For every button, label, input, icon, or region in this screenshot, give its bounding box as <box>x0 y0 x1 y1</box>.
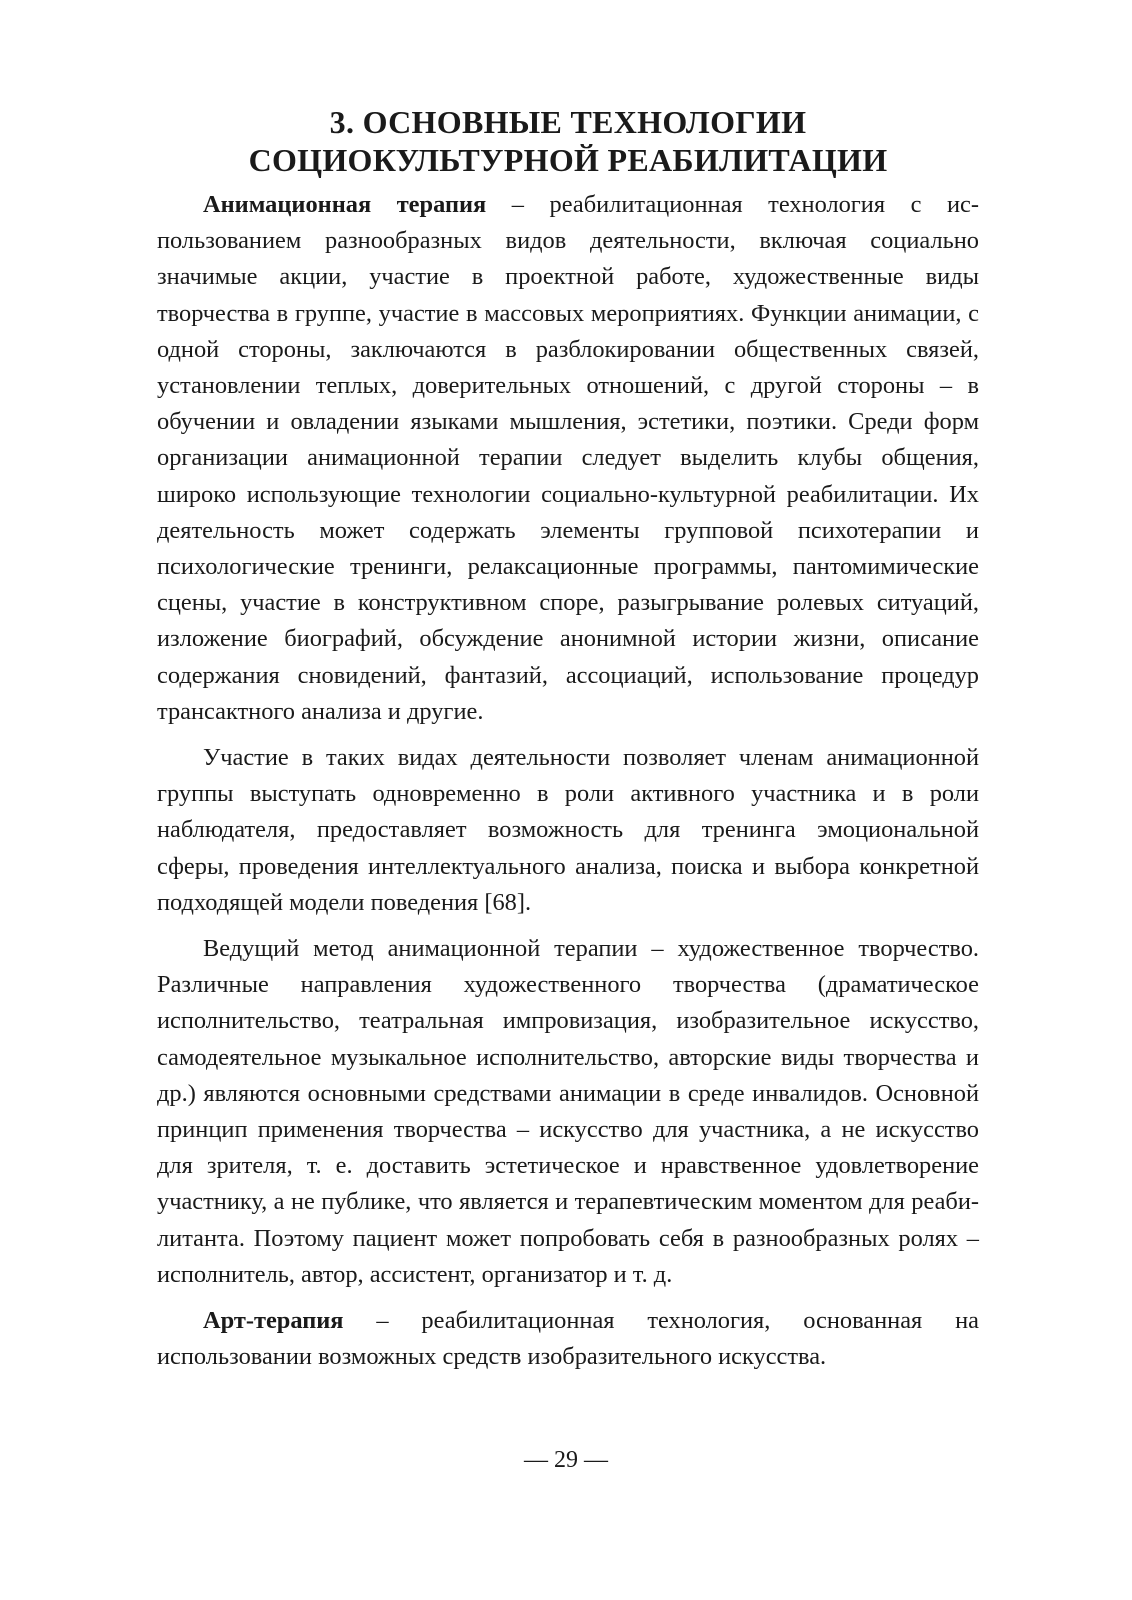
chapter-heading <box>157 103 979 179</box>
paragraph-text: – реабилитационная технология, основанная на использовании возможных средств изобразительного искусства. <box>157 1307 979 1371</box>
page-number: — 29 — <box>524 1447 608 1473</box>
paragraph-animation-therapy <box>157 187 979 730</box>
paragraph-leading-method <box>157 931 979 1293</box>
paragraph-art-therapy <box>157 1303 979 1375</box>
paragraph-text: – реабилитационная технология с использованием разнообразных видов деятельности, включая социально значимые акции, участие в проектной работе, художественные виды творчества в группе, участие в массовых мероприятиях. Функции анимации, с одной стороны, заключаются в разблокировании общественных связей, установлении теплых, доверительных отношений, с другой стороны – в обучении и овладении языками мышления, эстетики, поэтики. Среди форм организации анимационной терапии следует выделить клубы общения, широко использующие технологии социально-культурной реабилитации. Их деятельность может содержать элементы групповой психотерапии и психологические тренинги, релаксационные программы, пантомимические сцены, участие в конструктивном споре, разыгрывание ролевых ситуаций, изложение биографий, обсуждение анонимной истории жизни, описание содержания сновидений, фантазий, ассоциаций, использование процедур трансактного анализа и другие. <box>157 191 979 725</box>
term-animation-therapy: Анимационная терапия <box>203 191 487 218</box>
page-body <box>157 103 979 1386</box>
paragraph-text: Участие в таких видах деятельности позволяет членам анимационной группы выступать одновременно в роли активного участника и в роли наблюдателя, предоставляет возможность для тренинга эмоциональной сферы, проведения интеллектуального анализа, поиска и выбора конкретной подходящей модели поведения [68]. <box>157 744 979 916</box>
paragraph-participation <box>157 740 979 921</box>
term-art-therapy: Арт-терапия <box>203 1307 344 1335</box>
heading-line-2: СОЦИОКУЛЬТУРНОЙ РЕАБИЛИТАЦИИ <box>248 142 888 178</box>
heading-line-1: 3. ОСНОВНЫЕ ТЕХНОЛОГИИ <box>329 104 807 140</box>
paragraph-text: Ведущий метод анимационной терапии – художественное творчество. Различные направления художественного творчества (драматическое исполнительство, театральная импровизация, изобразительное искусство, самодеятельное музыкальное исполнительство, авторские виды творчества и др.) являются основными средствами анимации в среде инвалидов. Основной принцип применения творчества – искусство для участника, а не искусство для зрителя, т. е. доставить эстетическое и нравственное удовлетворение участнику, а не публике, что является и терапевтическим моментом для реабилитанта. Поэтому пациент может попробовать себя в разнообразных ролях – исполнитель, автор, ассистент, организатор и т. д. <box>157 935 979 1288</box>
